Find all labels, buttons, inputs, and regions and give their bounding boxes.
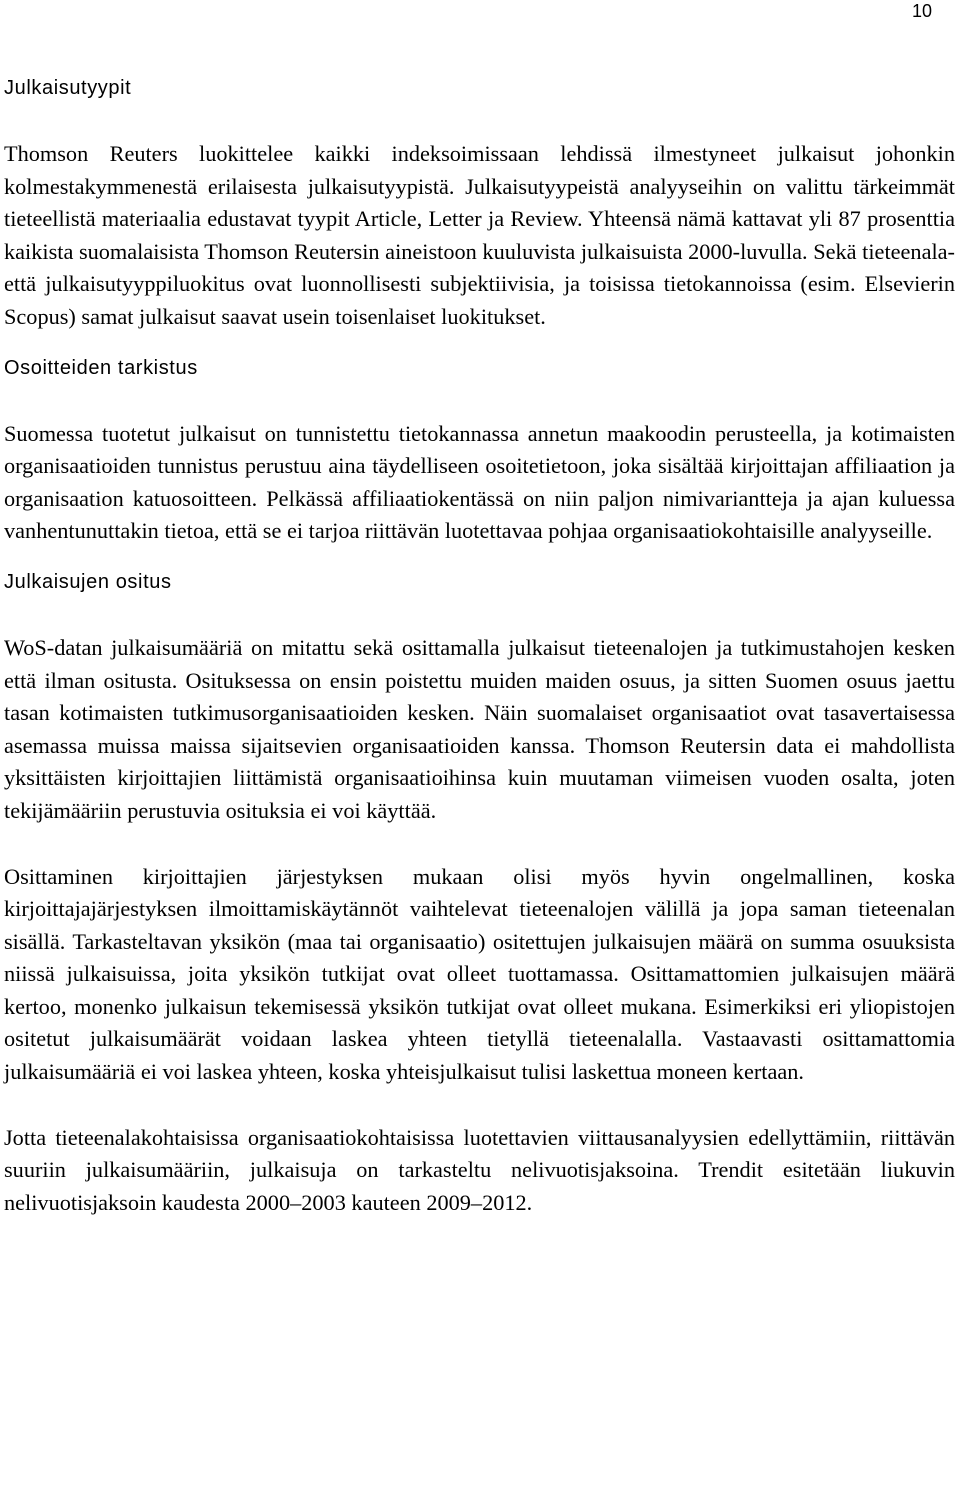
paragraph: Jotta tieteenalakohtaisissa organisaatiokohtaisissa luotettavien viittausanalyysien edellyttämiin, riittävän suuriin julkaisumääriin, julkaisuja on tarkasteltu nelivuotisjaksoina. Trendit esitetään liukuvin nelivuotisjaksoin kaudesta 2000–2003 kauteen 2009–2012. [4, 1124, 955, 1215]
page-number: 10 [911, 1, 932, 21]
paragraph: WoS-datan julkaisumääriä on mitattu sekä osittamalla julkaisut tieteenalojen ja tutkimustahojen kesken että ilman ositusta. Osituksessa on ensin poistettu muiden maiden osuus, ja sitten Suomen osuus jaettu tasan kotimaisten tutkimusorganisaatioiden kesken. Näin suomalaiset organisaatiot ovat tasavertaisessa asemassa muissa maissa sijaitsevien organisaatioiden kanssa. Thomson Reutersin data ei mahdollista yksittäisten kirjoittajien liittämistä organisaatioihinsa kuin muutaman viimeisen vuoden osalta, joten tekijämääriin perustuvia osituksia ei voi käyttää. [4, 634, 955, 823]
section-heading-julkaisutyypit: Julkaisutyypit [4, 77, 132, 99]
section-heading-osoitteiden-tarkistus: Osoitteiden tarkistus [4, 356, 198, 379]
paragraph: Thomson Reuters luokittelee kaikki indeksoimissaan lehdissä ilmestyneet julkaisut johonkin kolmestakymmenestä erilaisesta julkaisutyypistä. Julkaisutyypeistä analyyseihin on valittu tärkeimmät tieteellistä materiaalia edustavat tyypit Article, Letter ja Review. Yhteensä nämä kattavat yli 87 prosenttia kaikista suomalaisista Thomson Reutersin aineistoon kuuluvista julkaisuista 2000-luvulla. Sekä tieteenala- että julkaisutyyppiluokitus ovat luonnollisesti subjektiivisia, ja toisissa tietokannoissa (esim. Elsevierin Scopus) samat julkaisut saavat usein toisenlaiset luokitukset. [4, 141, 955, 329]
section-heading-julkaisujen-ositus: Julkaisujen ositus [4, 570, 172, 593]
paragraph: Suomessa tuotetut julkaisut on tunnistettu tietokannassa annetun maakoodin perusteella, ja kotimaisten organisaatioiden tunnistus perustuu aina täydelliseen osoitetietoon, joka sisältää kirjoittajan affiliaation ja organisaation katuosoitteen. Pelkässä affiliaatiokentässä on niin paljon nimivariantteja ja ajan kuluessa vanhentunuttakin tietoa, että se ei tarjoa riittävän luotettavaa pohjaa organisaatiokohtaisille analyyseille. [4, 420, 955, 544]
document-body [4, 72, 955, 1219]
paragraph: Osittaminen kirjoittajien järjestyksen mukaan olisi myös hyvin ongelmallinen, koska kirjoittajajärjestyksen ilmoittamiskäytännöt vaihtelevat tieteenalojen välillä ja jopa saman tieteenalan sisällä. Tarkasteltavan yksikön (maa tai organisaatio) ositettujen julkaisujen määrä on summa osuuksista niissä julkaisuissa, joita yksikön tutkijat ovat olleet tuottamassa. Osittamattomien julkaisujen määrä kertoo, monenko julkaisun tekemisessä yksikön tutkijat ovat olleet mukana. Esimerkiksi eri yliopistojen ositetut julkaisumäärät voidaan laskea yhteen tietyllä tieteenalalla. Vastaavasti osittamattomia julkaisumääriä ei voi laskea yhteen, koska yhteisjulkaisut tulisi laskettua moneen kertaan. [4, 863, 955, 1085]
